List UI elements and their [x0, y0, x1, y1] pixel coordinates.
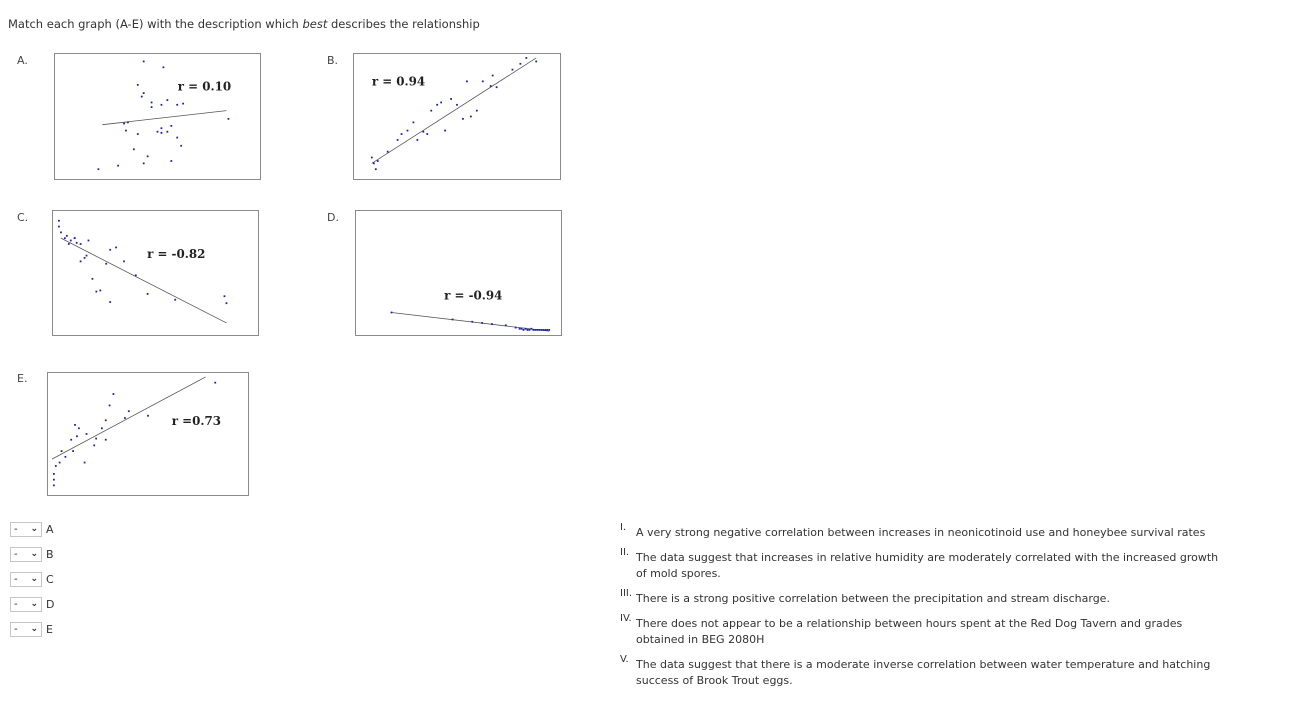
data-point — [53, 479, 55, 481]
data-point — [426, 133, 428, 135]
data-point — [55, 465, 57, 467]
data-point — [519, 328, 521, 330]
correlation-label-d: r = -0.94 — [444, 288, 503, 303]
data-point — [84, 462, 86, 464]
data-point — [377, 160, 379, 162]
data-point — [496, 86, 498, 88]
data-point — [124, 417, 126, 419]
data-point — [143, 162, 145, 164]
data-point — [105, 263, 107, 265]
option-v — [620, 654, 1230, 689]
option-iv — [620, 613, 1230, 648]
data-point — [65, 456, 67, 458]
data-point — [88, 240, 90, 242]
data-point — [99, 290, 101, 292]
data-point — [529, 329, 531, 331]
data-point — [450, 98, 452, 100]
data-point — [92, 278, 94, 280]
data-point — [491, 323, 493, 325]
option-number: I. — [620, 522, 627, 533]
scatter-plot-b — [353, 53, 561, 180]
correlation-label-e: r =0.73 — [171, 414, 221, 429]
data-point — [532, 329, 534, 331]
data-point — [466, 80, 468, 82]
correlation-label-b: r = 0.94 — [371, 74, 426, 89]
data-point — [375, 168, 377, 170]
data-point — [135, 274, 137, 276]
option-text: There does not appear to be a relationship between hours spent at the Red Dog Tavern and grades obtained in BEG 2080H — [636, 617, 1183, 646]
data-point — [436, 104, 438, 106]
data-point — [70, 240, 72, 242]
data-point — [58, 226, 60, 228]
data-point — [371, 157, 373, 159]
data-point — [422, 131, 424, 133]
data-point — [97, 168, 99, 170]
data-point — [214, 382, 216, 384]
match-row-a — [10, 520, 54, 538]
data-point — [166, 131, 168, 133]
data-point — [462, 118, 464, 120]
data-point — [137, 84, 139, 86]
select-value: - — [14, 573, 18, 585]
data-point — [137, 133, 139, 135]
data-point — [182, 103, 184, 105]
data-point — [53, 484, 55, 486]
select-value: - — [14, 598, 18, 610]
data-point — [521, 328, 523, 330]
data-point — [147, 155, 149, 157]
data-point — [180, 145, 182, 147]
data-point — [430, 110, 432, 112]
match-row-d — [10, 595, 54, 613]
data-point — [86, 433, 88, 435]
data-point — [534, 329, 536, 331]
data-point — [61, 450, 63, 452]
scatter-svg-a — [55, 54, 260, 179]
scatter-plot-a — [54, 53, 261, 180]
data-point — [93, 445, 95, 447]
scatter-plot-c — [52, 210, 259, 336]
data-point — [471, 321, 473, 323]
data-point — [105, 439, 107, 441]
chevron-down-icon: ⌄ — [30, 624, 38, 634]
data-point — [109, 249, 111, 251]
graph-label-b: B. — [327, 54, 339, 67]
data-point — [525, 57, 527, 59]
data-point — [492, 75, 494, 77]
data-point — [515, 327, 517, 329]
graph-label-e: E. — [17, 372, 28, 385]
chevron-down-icon: ⌄ — [30, 524, 38, 534]
data-point — [72, 450, 74, 452]
data-point — [161, 104, 163, 106]
data-point — [546, 329, 548, 331]
data-point — [387, 151, 389, 153]
data-point — [161, 127, 163, 129]
data-point — [440, 102, 442, 104]
data-point — [523, 329, 525, 331]
data-point — [101, 427, 103, 429]
graph-label-d: D. — [327, 211, 339, 224]
data-point — [174, 299, 176, 301]
data-point — [401, 133, 403, 135]
data-point — [95, 291, 97, 293]
data-point — [224, 295, 226, 297]
data-point — [147, 293, 149, 295]
data-point — [527, 329, 529, 331]
select-letter: B — [46, 547, 54, 561]
option-number: II. — [620, 547, 630, 558]
prompt-text-start: Match each graph (A-E) with the description which — [8, 17, 303, 31]
data-point — [157, 131, 159, 133]
chevron-down-icon: ⌄ — [30, 599, 38, 609]
scatter-svg-c — [53, 211, 258, 335]
option-i — [620, 522, 1230, 541]
data-point — [176, 104, 178, 106]
data-point — [391, 312, 393, 314]
select-value: - — [14, 548, 18, 560]
data-point — [123, 123, 125, 125]
scatter-plot-d — [355, 210, 562, 336]
question-prompt — [8, 17, 480, 31]
data-point — [482, 80, 484, 82]
data-point — [490, 85, 492, 87]
scatter-svg-e — [48, 373, 248, 495]
data-point — [536, 329, 538, 331]
data-point — [525, 328, 527, 330]
data-point — [147, 415, 149, 417]
match-select-b[interactable] — [10, 547, 42, 562]
data-point — [544, 329, 546, 331]
data-point — [416, 139, 418, 141]
data-point — [113, 393, 115, 395]
data-point — [407, 130, 409, 132]
data-point — [70, 439, 72, 441]
select-letter: C — [46, 572, 54, 586]
match-select-d[interactable] — [10, 597, 42, 612]
prompt-text-end: describes the relationship — [327, 17, 480, 31]
data-point — [542, 329, 544, 331]
data-point — [531, 328, 533, 330]
data-point — [76, 435, 78, 437]
data-point — [163, 66, 165, 68]
data-point — [481, 322, 483, 324]
data-point — [538, 329, 540, 331]
data-point — [64, 237, 66, 239]
data-point — [540, 329, 542, 331]
option-text: The data suggest that there is a moderate inverse correlation between water temperature and hatching success of Brook Trout eggs. — [636, 658, 1211, 687]
match-row-e — [10, 620, 53, 638]
graph-label-c: C. — [17, 211, 29, 224]
data-point — [397, 139, 399, 141]
data-point — [53, 473, 55, 475]
prompt-emphasis: best — [302, 17, 328, 31]
data-point — [505, 324, 507, 326]
data-point — [95, 438, 97, 440]
data-point — [115, 247, 117, 249]
data-point — [413, 121, 415, 123]
data-point — [444, 130, 446, 132]
data-point — [86, 255, 88, 257]
data-point — [125, 130, 127, 132]
data-point — [476, 110, 478, 112]
data-point — [519, 63, 521, 65]
data-point — [452, 319, 454, 321]
data-point — [535, 61, 537, 63]
match-select-e[interactable] — [10, 622, 42, 637]
data-point — [117, 165, 119, 167]
scatter-svg-d — [356, 211, 561, 335]
graph-label-a: A. — [17, 54, 28, 67]
chevron-down-icon: ⌄ — [30, 549, 38, 559]
data-point — [228, 118, 230, 120]
data-point — [84, 257, 86, 259]
correlation-label-c: r = -0.82 — [147, 247, 206, 262]
data-point — [58, 220, 60, 222]
data-point — [80, 261, 82, 263]
data-point — [127, 121, 129, 123]
data-point — [512, 69, 514, 71]
data-point — [470, 116, 472, 118]
data-point — [74, 424, 76, 426]
data-point — [133, 148, 135, 150]
data-point — [76, 242, 78, 244]
data-point — [109, 405, 111, 407]
scatter-svg-b — [354, 54, 560, 179]
data-point — [105, 419, 107, 421]
chevron-down-icon: ⌄ — [30, 574, 38, 584]
data-point — [68, 243, 70, 245]
data-point — [176, 137, 178, 139]
option-ii — [620, 547, 1230, 582]
select-letter: D — [46, 597, 55, 611]
match-select-c[interactable] — [10, 572, 42, 587]
scatter-plot-e — [47, 372, 249, 496]
correlation-label-a: r = 0.10 — [177, 79, 232, 94]
data-point — [373, 162, 375, 164]
data-point — [166, 99, 168, 101]
data-point — [456, 104, 458, 106]
data-point — [151, 102, 153, 104]
data-point — [128, 410, 130, 412]
data-point — [74, 237, 76, 239]
trend-line — [102, 111, 226, 125]
option-iii — [620, 588, 1230, 607]
option-text: A very strong negative correlation between increases in neonicotinoid use and honeybee survival rates — [636, 526, 1206, 539]
data-point — [60, 231, 62, 233]
match-select-a[interactable] — [10, 522, 42, 537]
data-point — [161, 132, 163, 134]
option-number: IV. — [620, 613, 632, 624]
data-point — [78, 427, 80, 429]
data-point — [109, 301, 111, 303]
option-text: The data suggest that increases in relative humidity are moderately correlated with the increased growth of mold spores. — [636, 551, 1219, 580]
data-point — [151, 106, 153, 108]
data-point — [143, 92, 145, 94]
match-row-c — [10, 570, 54, 588]
option-number: III. — [620, 588, 633, 599]
data-point — [59, 462, 61, 464]
data-point — [170, 125, 172, 127]
data-point — [548, 329, 550, 331]
data-point — [123, 261, 125, 263]
select-value: - — [14, 523, 18, 535]
match-row-b — [10, 545, 54, 563]
data-point — [226, 302, 228, 304]
data-point — [80, 243, 82, 245]
select-value: - — [14, 623, 18, 635]
data-point — [66, 235, 68, 237]
select-letter: E — [46, 622, 53, 636]
data-point — [141, 96, 143, 98]
option-number: V. — [620, 654, 629, 665]
option-text: There is a strong positive correlation between the precipitation and stream discharge. — [636, 592, 1110, 605]
select-letter: A — [46, 522, 54, 536]
data-point — [170, 160, 172, 162]
data-point — [143, 61, 145, 63]
